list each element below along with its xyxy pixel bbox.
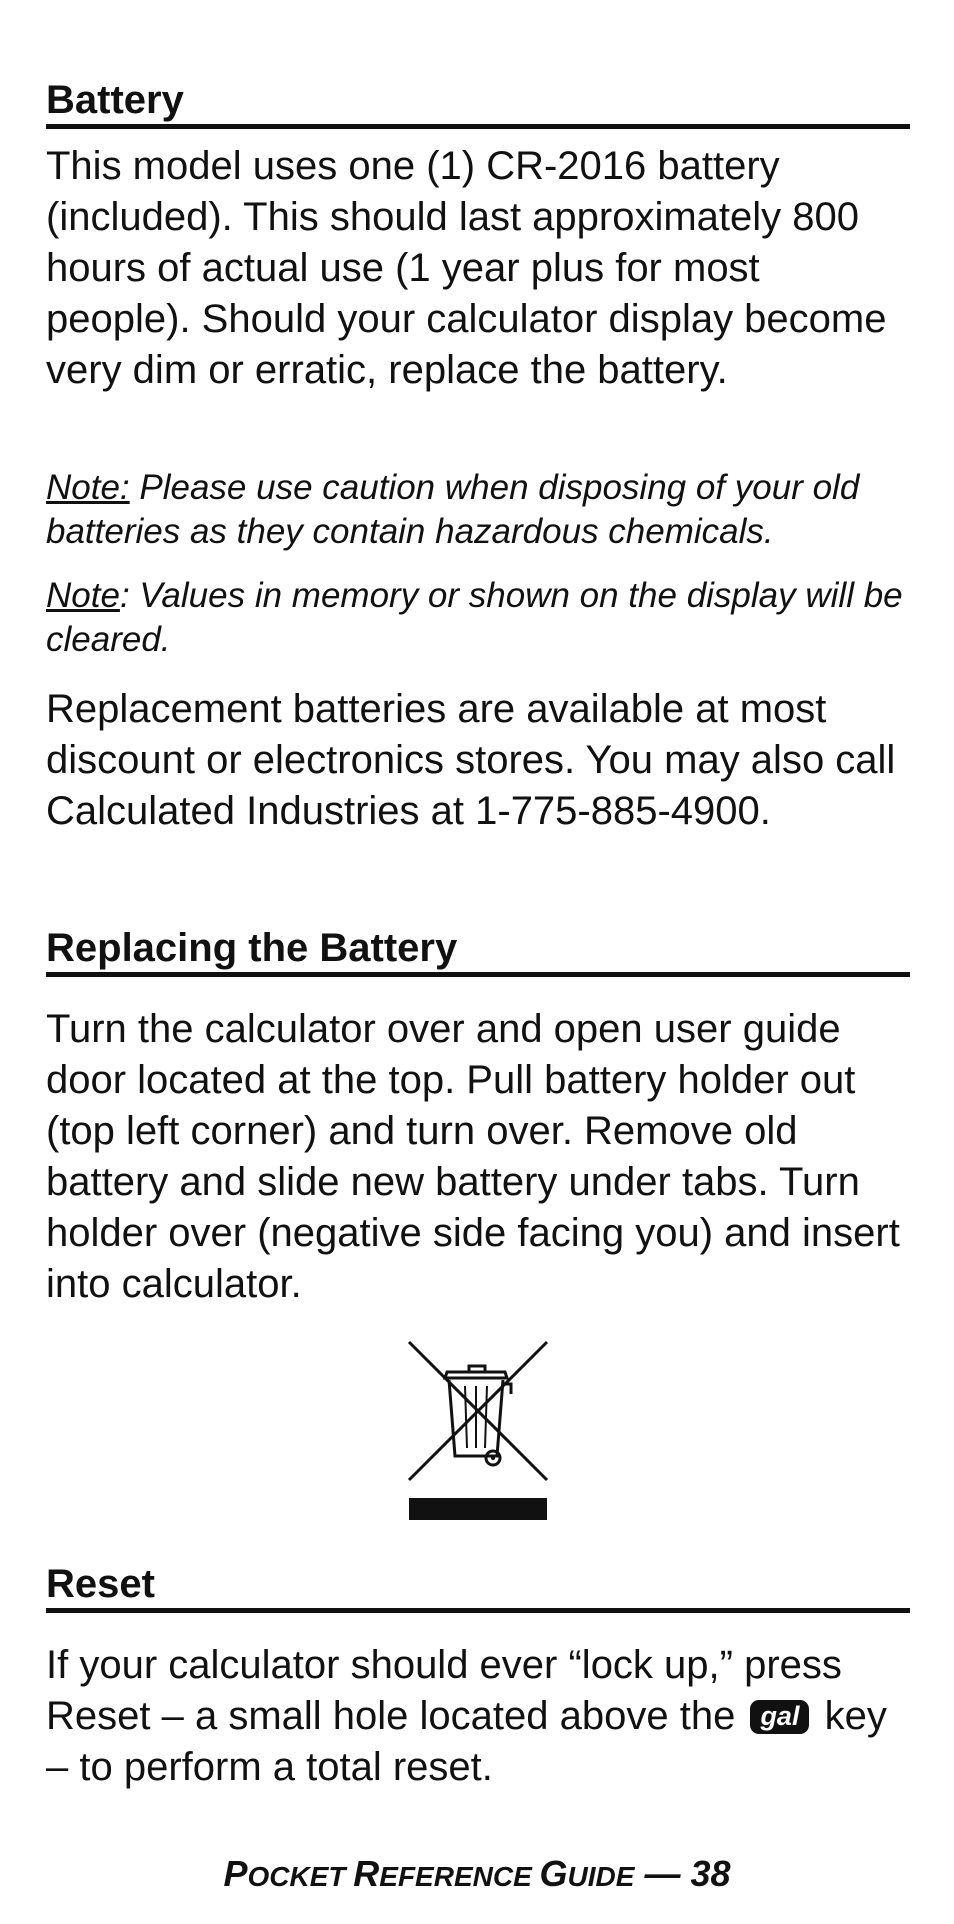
- replacing-battery-paragraph: Turn the calculator over and open user guide door located at the top. Pull battery holder out (top left corner) and turn over. Remove old battery and slide new battery under tabs. Turn holder over (negative side facing you) and insert into calculator.: [46, 1007, 900, 1306]
- note-text: Please use caution when disposing of your old batteries as they contain hazardous chemicals.: [46, 468, 860, 551]
- battery-paragraph: This model uses one (1) CR-2016 battery (included). This should last approximately 800 hours of actual use (1 year plus for most people). Should your calculator display become very dim or erratic, replace the battery.: [46, 144, 887, 392]
- reset-text-after: key – to perform a total reset.: [46, 1694, 887, 1789]
- note-label: Note: [46, 576, 120, 615]
- replacement-batteries-paragraph: Replacement batteries are available at most discount or electronics stores. You may also call Calculated Industries at 1-775-885-4900.: [46, 687, 896, 833]
- footer-r-rest: EFERENCE: [379, 1861, 540, 1892]
- footer-p-rest: OCKET: [247, 1861, 354, 1892]
- replacing-battery-heading: Replacing the Battery: [46, 926, 910, 977]
- battery-note-memory: [46, 574, 910, 662]
- footer-r-initial: R: [353, 1853, 380, 1894]
- battery-heading: Battery: [46, 78, 910, 129]
- page-number: — 38: [634, 1853, 731, 1894]
- reset-heading: Reset: [46, 1562, 910, 1613]
- crossed-out-wheelie-bin-icon: [407, 1340, 549, 1520]
- footer-g-rest: UIDE: [567, 1861, 635, 1892]
- note-text: : Values in memory or shown on the display will be cleared.: [46, 576, 903, 659]
- reset-paragraph: [46, 1640, 910, 1793]
- footer-p-initial: P: [223, 1853, 248, 1894]
- gal-key: gal: [750, 1700, 809, 1734]
- footer-g-initial: G: [539, 1853, 568, 1894]
- page-footer: [0, 1854, 954, 1897]
- battery-note-disposal: [46, 466, 910, 554]
- reset-text-before: If your calculator should ever “lock up,” press Reset – a small hole located above the: [46, 1643, 842, 1738]
- note-label: Note:: [46, 468, 130, 507]
